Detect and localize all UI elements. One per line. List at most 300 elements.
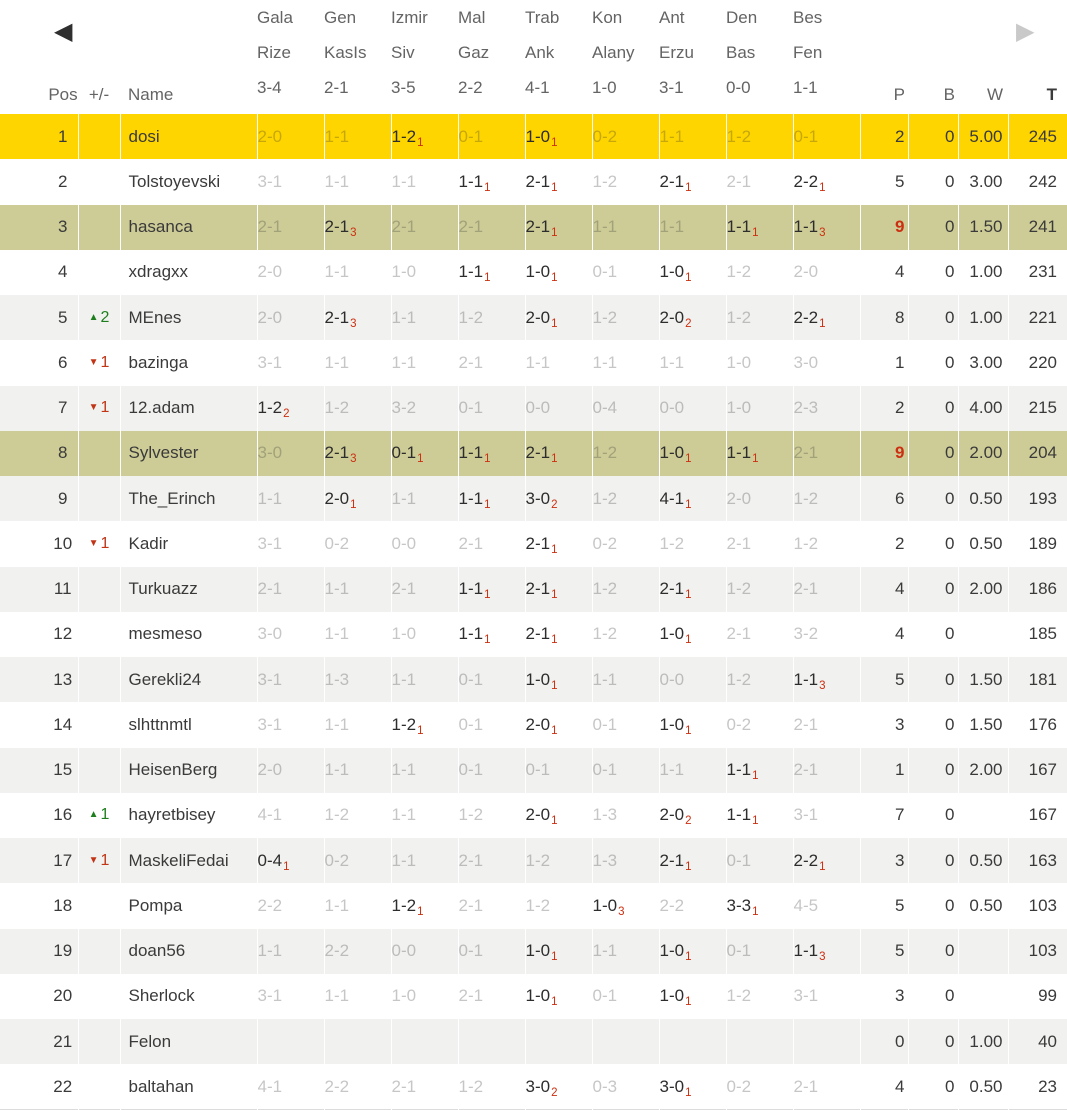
points-cell: 5 [860, 657, 908, 702]
prediction-score: 1-1 [257, 941, 283, 961]
prediction-score: 1-1 [391, 760, 417, 780]
bonus-cell: 0 [908, 250, 958, 295]
prediction-cell [726, 793, 793, 838]
bonus-cell: 0 [908, 114, 958, 159]
prediction-cell [659, 838, 726, 883]
prediction-score: 0-0 [659, 669, 685, 689]
prediction-cell [257, 612, 324, 657]
player-name[interactable]: Pompa [120, 883, 257, 928]
next-round-icon[interactable]: ▶ [1016, 18, 1035, 45]
prediction-cell [324, 657, 391, 702]
wager-cell [958, 974, 1008, 1019]
prediction-cell [592, 748, 659, 793]
total-cell: 185 [1008, 612, 1067, 657]
rank-down-icon: ▼ [88, 537, 99, 549]
prediction-score: 2-1 [458, 986, 484, 1006]
player-name[interactable]: The_Erinch [120, 476, 257, 521]
points-cell: 5 [860, 883, 908, 928]
prediction-score: 2-1 [324, 217, 350, 237]
prediction-score: 2-0 [525, 307, 551, 327]
table-row [0, 838, 1067, 883]
wager-cell: 1.50 [958, 205, 1008, 250]
player-name[interactable]: Tolstoyevski [120, 159, 257, 204]
prediction-cell [324, 883, 391, 928]
prediction-score: 3-0 [257, 443, 283, 463]
position-cell: 9 [58, 488, 68, 508]
wager-cell: 0.50 [958, 838, 1008, 883]
prediction-score: 1-2 [592, 488, 618, 508]
prediction-score: 1-1 [726, 443, 752, 463]
player-name[interactable]: doan56 [120, 929, 257, 974]
position-cell: 1 [58, 126, 68, 146]
bonus-cell: 0 [908, 929, 958, 974]
table-row [0, 929, 1067, 974]
prediction-cell [793, 883, 860, 928]
prediction-cell [391, 838, 458, 883]
prediction-score: 1-1 [592, 941, 618, 961]
prediction-score: 2-1 [257, 217, 283, 237]
prediction-cell [525, 702, 592, 747]
prediction-cell [257, 159, 324, 204]
away-team-label: Bas [726, 43, 756, 62]
prediction-score: 3-1 [257, 714, 283, 734]
earned-points-badge: 2 [685, 317, 692, 330]
rank-change-cell [78, 431, 120, 476]
prediction-cell [592, 250, 659, 295]
prediction-cell [659, 567, 726, 612]
prediction-score: 1-2 [726, 307, 752, 327]
prediction-cell [257, 702, 324, 747]
total-cell: 189 [1008, 521, 1067, 566]
prediction-cell [659, 521, 726, 566]
player-name[interactable]: dosi [120, 114, 257, 159]
prediction-cell [257, 476, 324, 521]
prediction-cell [592, 702, 659, 747]
prediction-cell [458, 748, 525, 793]
position-cell: 7 [58, 398, 68, 418]
prediction-score: 0-1 [592, 760, 618, 780]
prediction-cell [793, 205, 860, 250]
prediction-cell [391, 431, 458, 476]
prev-round-icon[interactable]: ◀ [54, 18, 73, 45]
earned-points-badge: 1 [484, 498, 491, 511]
prediction-cell [458, 929, 525, 974]
prediction-score: 2-2 [793, 171, 819, 191]
match-header [726, 0, 793, 114]
table-row [0, 205, 1067, 250]
prediction-cell [525, 250, 592, 295]
prediction-score: 1-1 [391, 488, 417, 508]
prediction-score: 1-2 [726, 126, 752, 146]
prediction-score: 0-0 [525, 398, 551, 418]
prediction-cell [257, 295, 324, 340]
prediction-score: 1-2 [592, 171, 618, 191]
prediction-cell [793, 974, 860, 1019]
position-cell: 12 [53, 624, 73, 644]
prediction-cell [726, 883, 793, 928]
prediction-score: 1-3 [592, 850, 618, 870]
prediction-score: 1-2 [793, 488, 819, 508]
prediction-cell [793, 657, 860, 702]
player-name[interactable]: baltahan [120, 1064, 257, 1109]
prediction-score: 3-1 [793, 805, 819, 825]
total-cell: 103 [1008, 883, 1067, 928]
total-cell: 99 [1008, 974, 1067, 1019]
prediction-score: 0-2 [324, 850, 350, 870]
points-cell: 4 [860, 567, 908, 612]
prediction-score: 2-2 [659, 895, 685, 915]
prediction-cell [592, 793, 659, 838]
table-header [0, 0, 1067, 114]
position-cell: 17 [53, 850, 73, 870]
player-name[interactable]: bazinga [120, 340, 257, 385]
position-cell: 10 [53, 533, 73, 553]
bonus-cell: 0 [908, 1064, 958, 1109]
earned-points-badge: 1 [551, 136, 558, 149]
prediction-score: 4-1 [257, 805, 283, 825]
player-name[interactable]: HeisenBerg [120, 748, 257, 793]
prediction-score: 1-1 [324, 986, 350, 1006]
prediction-cell [458, 838, 525, 883]
prediction-cell [324, 521, 391, 566]
match-header [324, 0, 391, 114]
prediction-score: 1-3 [324, 669, 350, 689]
prediction-cell [793, 340, 860, 385]
prediction-cell [726, 295, 793, 340]
prediction-cell [525, 431, 592, 476]
prediction-score: 1-1 [525, 352, 551, 372]
points-cell: 4 [860, 250, 908, 295]
prediction-cell [324, 838, 391, 883]
prediction-cell [458, 883, 525, 928]
prediction-score: 1-1 [391, 805, 417, 825]
points-cell: 5 [860, 929, 908, 974]
home-team-label: Gen [324, 8, 357, 27]
wager-cell: 5.00 [958, 114, 1008, 159]
prediction-cell [458, 205, 525, 250]
prediction-cell [726, 340, 793, 385]
prediction-score: 1-0 [391, 986, 417, 1006]
player-name[interactable]: Kadir [120, 521, 257, 566]
points-cell: 6 [860, 476, 908, 521]
prediction-cell [726, 657, 793, 702]
prediction-cell [391, 883, 458, 928]
player-name[interactable]: Felon [120, 1019, 257, 1064]
prediction-score: 0-1 [592, 986, 618, 1006]
prediction-score: 0-2 [592, 126, 618, 146]
table-row [0, 1064, 1067, 1109]
player-name[interactable]: Sherlock [120, 974, 257, 1019]
points-cell: 0 [860, 1019, 908, 1064]
position-cell: 13 [53, 669, 73, 689]
prediction-cell [726, 476, 793, 521]
prediction-score: 0-2 [324, 533, 350, 553]
earned-points-badge: 1 [417, 905, 424, 918]
rank-change-cell: ▼ 1 [78, 386, 120, 431]
table-row [0, 1019, 1067, 1064]
prediction-score: 0-2 [726, 714, 752, 734]
table-row [0, 567, 1067, 612]
name-header: Name [128, 85, 174, 104]
prediction-score: 1-2 [592, 307, 618, 327]
prediction-score: 3-0 [525, 488, 551, 508]
earned-points-badge: 3 [819, 951, 826, 964]
position-cell: 22 [53, 1076, 73, 1096]
prediction-score: 0-0 [659, 398, 685, 418]
prediction-cell [458, 159, 525, 204]
prediction-cell [391, 250, 458, 295]
rank-change-cell [78, 612, 120, 657]
prediction-score: 2-2 [793, 850, 819, 870]
player-name[interactable]: hasanca [120, 205, 257, 250]
prediction-score: 3-1 [257, 533, 283, 553]
home-team-label: Mal [458, 8, 486, 27]
points-cell: 1 [860, 340, 908, 385]
player-name[interactable]: hayretbisey [120, 793, 257, 838]
prediction-cell [257, 748, 324, 793]
prediction-cell [726, 159, 793, 204]
match-result-label: 1-1 [793, 78, 818, 97]
prediction-score: 2-1 [726, 533, 752, 553]
earned-points-badge: 1 [350, 498, 357, 511]
prediction-score: 4-5 [793, 895, 819, 915]
earned-points-badge: 1 [685, 453, 692, 466]
prediction-score: 2-3 [793, 398, 819, 418]
player-name[interactable]: slhttnmtl [120, 702, 257, 747]
home-team-label: Izmir [391, 8, 428, 27]
prediction-cell [257, 340, 324, 385]
prediction-score: 2-0 [257, 126, 283, 146]
prediction-cell [458, 476, 525, 521]
prediction-score: 2-1 [391, 217, 417, 237]
prediction-score: 1-2 [726, 262, 752, 282]
prediction-cell [458, 974, 525, 1019]
prediction-cell [391, 476, 458, 521]
earned-points-badge: 1 [551, 815, 558, 828]
home-team-label: Trab [525, 8, 560, 27]
earned-points-badge: 1 [551, 453, 558, 466]
bonus-cell: 0 [908, 974, 958, 1019]
table-row [0, 295, 1067, 340]
prediction-cell [659, 340, 726, 385]
wager-cell: 0.50 [958, 1064, 1008, 1109]
rank-change-cell [78, 159, 120, 204]
bonus-cell: 0 [908, 1019, 958, 1064]
prediction-score: 2-0 [257, 307, 283, 327]
total-header: T [1046, 85, 1057, 104]
prediction-cell [525, 567, 592, 612]
player-name[interactable]: MaskeliFedai [120, 838, 257, 883]
prediction-cell [324, 567, 391, 612]
prediction-score: 1-0 [726, 398, 752, 418]
prediction-score: 1-1 [592, 669, 618, 689]
earned-points-badge: 1 [752, 453, 759, 466]
earned-points-badge: 1 [417, 453, 424, 466]
table-row [0, 114, 1067, 159]
rank-change-cell [78, 114, 120, 159]
away-team-label: Ank [525, 43, 555, 62]
player-name[interactable]: Turkuazz [120, 567, 257, 612]
wager-cell: 0.50 [958, 476, 1008, 521]
prediction-cell [458, 386, 525, 431]
prediction-cell [391, 1019, 458, 1064]
player-name[interactable]: xdragxx [120, 250, 257, 295]
prediction-cell [324, 159, 391, 204]
wager-cell: 0.50 [958, 521, 1008, 566]
prediction-score: 0-1 [726, 850, 752, 870]
earned-points-badge: 1 [551, 724, 558, 737]
prediction-score: 3-3 [726, 895, 752, 915]
prediction-cell [592, 567, 659, 612]
rank-change-cell [78, 702, 120, 747]
match-result-label: 0-0 [726, 78, 751, 97]
prediction-cell [458, 1019, 525, 1064]
prediction-cell [324, 612, 391, 657]
table-row [0, 612, 1067, 657]
prediction-cell [324, 431, 391, 476]
earned-points-badge: 1 [685, 634, 692, 647]
prediction-cell [793, 748, 860, 793]
earned-points-badge: 1 [551, 317, 558, 330]
prediction-cell [793, 702, 860, 747]
prediction-score: 0-3 [592, 1076, 618, 1096]
prediction-cell [391, 205, 458, 250]
position-cell: 15 [53, 760, 73, 780]
bonus-cell: 0 [908, 476, 958, 521]
away-team-label: Alany [592, 43, 635, 62]
prediction-score: 1-1 [592, 352, 618, 372]
earned-points-badge: 1 [752, 905, 759, 918]
rank-down-icon: ▼ [88, 854, 99, 866]
rank-down-icon: ▼ [88, 356, 99, 368]
table-row [0, 340, 1067, 385]
position-cell: 18 [53, 895, 73, 915]
prediction-cell [525, 838, 592, 883]
player-name[interactable]: Gerekli24 [120, 657, 257, 702]
prediction-cell [324, 205, 391, 250]
prediction-cell [793, 295, 860, 340]
prediction-cell [525, 929, 592, 974]
prediction-score: 1-2 [726, 579, 752, 599]
prediction-score: 2-0 [793, 262, 819, 282]
earned-points-badge: 1 [551, 589, 558, 602]
earned-points-badge: 1 [685, 724, 692, 737]
prediction-cell [257, 250, 324, 295]
rank-change-header: +/- [88, 85, 110, 104]
prediction-score: 1-1 [592, 217, 618, 237]
total-cell: 167 [1008, 748, 1067, 793]
table-row [0, 476, 1067, 521]
prediction-score: 0-1 [458, 941, 484, 961]
away-team-label: Rize [257, 43, 292, 62]
prediction-score: 1-1 [458, 579, 484, 599]
prediction-cell [525, 476, 592, 521]
prediction-score: 3-0 [659, 1076, 685, 1096]
player-name[interactable]: MEnes [120, 295, 257, 340]
points-cell: 2 [860, 521, 908, 566]
prediction-cell [458, 702, 525, 747]
prediction-cell [391, 793, 458, 838]
position-cell: 14 [53, 714, 73, 734]
prediction-score: 1-2 [726, 986, 752, 1006]
wager-cell: 3.00 [958, 340, 1008, 385]
prediction-cell [592, 657, 659, 702]
prediction-cell [726, 250, 793, 295]
prediction-cell [391, 929, 458, 974]
prediction-cell [257, 1064, 324, 1109]
prediction-score: 0-1 [391, 443, 417, 463]
earned-points-badge: 1 [484, 589, 491, 602]
earned-points-badge: 1 [283, 860, 290, 873]
prediction-score: 1-0 [659, 986, 685, 1006]
bonus-cell: 0 [908, 883, 958, 928]
player-name[interactable]: 12.adam [120, 386, 257, 431]
home-team-label: Gala [257, 8, 293, 27]
rank-change-cell [78, 250, 120, 295]
total-cell: 193 [1008, 476, 1067, 521]
prediction-cell [659, 657, 726, 702]
prediction-score: 1-1 [324, 714, 350, 734]
prediction-score: 2-1 [525, 579, 551, 599]
wager-cell [958, 612, 1008, 657]
wager-cell: 3.00 [958, 159, 1008, 204]
prediction-cell [659, 114, 726, 159]
prediction-cell [659, 250, 726, 295]
prediction-cell [726, 386, 793, 431]
prediction-score: 1-0 [726, 352, 752, 372]
prediction-cell [391, 1064, 458, 1109]
position-cell: 4 [58, 262, 68, 282]
earned-points-badge: 3 [819, 227, 826, 240]
prediction-cell [391, 974, 458, 1019]
earned-points-badge: 1 [551, 227, 558, 240]
bonus-header: B [943, 85, 955, 104]
player-name[interactable]: mesmeso [120, 612, 257, 657]
prediction-score: 1-1 [391, 171, 417, 191]
total-cell: 215 [1008, 386, 1067, 431]
player-name[interactable]: Sylvester [120, 431, 257, 476]
wager-cell: 2.00 [958, 567, 1008, 612]
prediction-cell [391, 340, 458, 385]
earned-points-badge: 1 [685, 996, 692, 1009]
points-cell: 5 [860, 159, 908, 204]
prediction-score: 3-1 [257, 171, 283, 191]
rank-change-cell: ▼ 1 [78, 521, 120, 566]
prediction-score: 0-1 [592, 262, 618, 282]
rank-up-icon: ▲ [88, 311, 99, 323]
match-header [525, 0, 592, 114]
prediction-score: 1-1 [458, 488, 484, 508]
points-cell: 4 [860, 1064, 908, 1109]
prediction-cell [458, 793, 525, 838]
earned-points-badge: 3 [819, 679, 826, 692]
prediction-cell [324, 250, 391, 295]
prediction-score: 3-1 [257, 352, 283, 372]
rank-change-cell [78, 657, 120, 702]
prediction-score: 0-2 [726, 1076, 752, 1096]
prediction-score: 1-2 [391, 895, 417, 915]
prediction-score: 1-2 [324, 398, 350, 418]
prediction-cell [324, 295, 391, 340]
prediction-cell [793, 1064, 860, 1109]
position-cell: 2 [58, 171, 68, 191]
bonus-cell: 0 [908, 793, 958, 838]
prediction-cell [324, 1064, 391, 1109]
rank-down-icon: ▼ [88, 402, 99, 414]
prediction-cell [525, 205, 592, 250]
prediction-score: 3-2 [391, 398, 417, 418]
prediction-score: 1-1 [324, 579, 350, 599]
